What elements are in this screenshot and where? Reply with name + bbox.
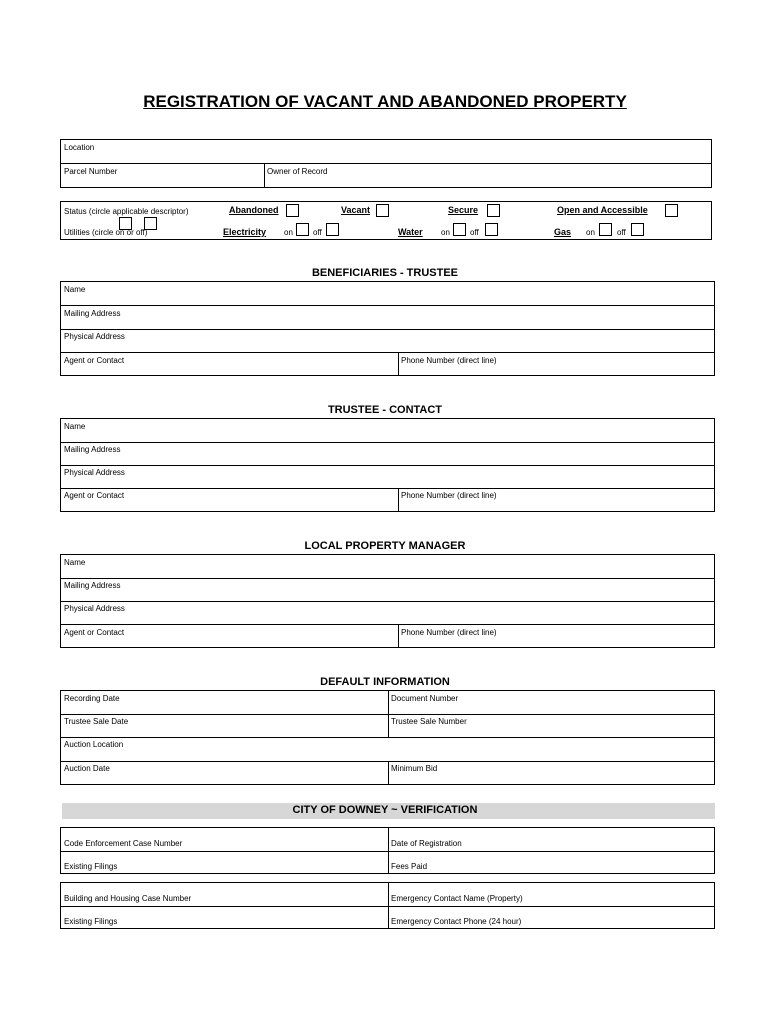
fees-paid-label: Fees Paid — [391, 862, 428, 871]
gas-on-label: on — [586, 228, 595, 237]
beneficiaries-box — [60, 281, 715, 376]
trustee-heading: TRUSTEE - CONTACT — [327, 404, 443, 416]
status-box — [60, 201, 712, 240]
secure-checkbox[interactable] — [487, 204, 500, 217]
parcel-number-label: Parcel Number — [64, 167, 118, 176]
owner-of-record-label: Owner of Record — [267, 167, 328, 176]
electricity-on-checkbox[interactable] — [296, 223, 309, 236]
name-label: Name — [64, 285, 86, 294]
manager-box — [60, 554, 715, 648]
open-accessible-checkbox[interactable] — [665, 204, 678, 217]
water-off-checkbox[interactable] — [485, 223, 498, 236]
document-number-label: Document Number — [391, 694, 459, 703]
code-enforcement-label: Code Enforcement Case Number — [64, 839, 183, 848]
open-accessible-label: Open and Accessible — [557, 205, 648, 215]
physical-address-label: Physical Address — [64, 604, 125, 613]
vacant-checkbox[interactable] — [376, 204, 389, 217]
water-on-label: on — [441, 228, 450, 237]
water-on-checkbox[interactable] — [453, 223, 466, 236]
verification-heading: CITY OF DOWNEY ~ VERIFICATION — [292, 804, 478, 816]
default-heading: DEFAULT INFORMATION — [320, 676, 450, 688]
agent-contact-label: Agent or Contact — [64, 356, 125, 365]
physical-address-label: Physical Address — [64, 332, 125, 341]
abandoned-label: Abandoned — [229, 205, 279, 215]
gas-on-checkbox[interactable] — [599, 223, 612, 236]
auction-date-label: Auction Date — [64, 764, 110, 773]
existing-filings-2-label: Existing Filings — [64, 917, 118, 926]
name-label: Name — [64, 558, 86, 567]
electricity-off-label: off — [313, 228, 322, 237]
physical-address-label: Physical Address — [64, 468, 125, 477]
gas-label: Gas — [554, 227, 572, 237]
auction-location-label: Auction Location — [64, 740, 124, 749]
status-label: Status (circle applicable descriptor) — [64, 207, 189, 216]
secure-label: Secure — [448, 205, 479, 215]
emergency-phone-label: Emergency Contact Phone (24 hour) — [391, 917, 522, 926]
mailing-address-label: Mailing Address — [64, 581, 121, 590]
trustee-sale-number-label: Trustee Sale Number — [391, 717, 467, 726]
trustee-sale-date-label: Trustee Sale Date — [64, 717, 129, 726]
agent-contact-label: Agent or Contact — [64, 491, 125, 500]
mailing-address-label: Mailing Address — [64, 309, 121, 318]
verification-box-1 — [60, 827, 715, 874]
agent-contact-label: Agent or Contact — [64, 628, 125, 637]
electricity-on-label: on — [284, 228, 293, 237]
location-label: Location — [64, 143, 95, 152]
gas-off-label: off — [617, 228, 626, 237]
date-registration-label: Date of Registration — [391, 839, 462, 848]
water-off-label: off — [470, 228, 479, 237]
electricity-off-checkbox[interactable] — [326, 223, 339, 236]
minimum-bid-label: Minimum Bid — [391, 764, 438, 773]
electricity-label: Electricity — [223, 227, 267, 237]
mailing-address-label: Mailing Address — [64, 445, 121, 454]
property-box — [60, 139, 712, 188]
trustee-box — [60, 418, 715, 512]
name-label: Name — [64, 422, 86, 431]
beneficiaries-heading: BENEFICIARIES - TRUSTEE — [311, 267, 459, 279]
utilities-label: Utilities (circle on or off) — [64, 228, 148, 237]
phone-number-label: Phone Number (direct line) — [401, 356, 497, 365]
abandoned-checkbox[interactable] — [286, 204, 299, 217]
gas-off-checkbox[interactable] — [631, 223, 644, 236]
vacant-label: Vacant — [341, 205, 371, 215]
manager-heading: LOCAL PROPERTY MANAGER — [304, 540, 466, 552]
form-title: REGISTRATION OF VACANT AND ABANDONED PROPERTY — [143, 92, 627, 111]
default-box — [60, 690, 715, 785]
phone-number-label: Phone Number (direct line) — [401, 628, 497, 637]
verification-box-2 — [60, 882, 715, 929]
recording-date-label: Recording Date — [64, 694, 120, 703]
existing-filings-label: Existing Filings — [64, 862, 118, 871]
phone-number-label: Phone Number (direct line) — [401, 491, 497, 500]
water-label: Water — [398, 227, 423, 237]
building-housing-label: Building and Housing Case Number — [64, 894, 192, 903]
emergency-name-label: Emergency Contact Name (Property) — [391, 894, 523, 903]
